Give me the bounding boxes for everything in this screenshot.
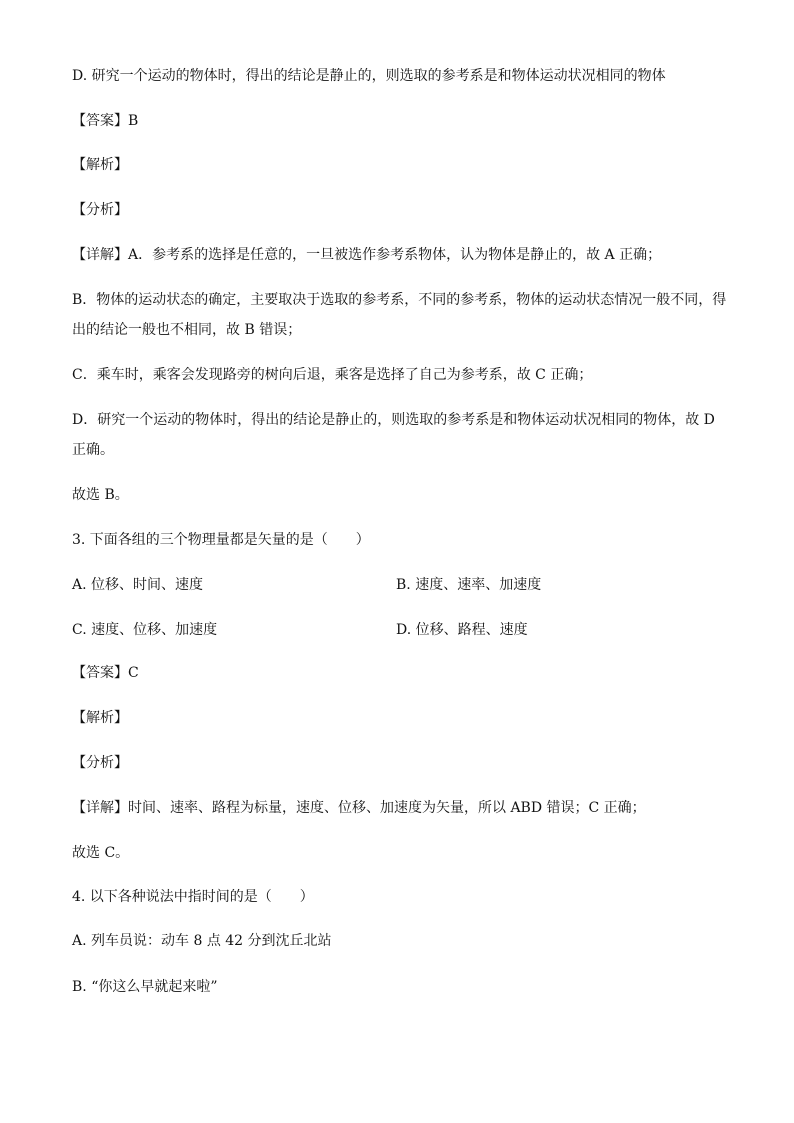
q3-stem: 3. 下面各组的三个物理量都是矢量的是（ ） (72, 532, 370, 548)
q2-fenxi-heading: 【分析】 (72, 202, 128, 218)
q2-answer: 【答案】B (72, 113, 139, 129)
q2-detail-a: 【详解】A．参考系的选择是任意的，一旦被选作参考系物体，认为物体是静止的，故 A 正确； (72, 247, 662, 263)
q2-choose: 故选 B。 (72, 487, 129, 503)
q2-detail-c: C．乘车时，乘客会发现路旁的树向后退，乘客是选择了自己为参考系，故 C 正确； (72, 367, 593, 383)
q2-detail-b-line2: 出的结论一般也不相同，故 B 错误； (72, 322, 302, 338)
q4-option-a: A. 列车员说：动车 8 点 42 分到沈丘北站 (72, 933, 332, 949)
q2-detail-d-line2: 正确。 (72, 442, 114, 458)
q3-analysis-heading: 【解析】 (72, 710, 128, 726)
q3-fenxi-heading: 【分析】 (72, 755, 128, 771)
q2-analysis-heading: 【解析】 (72, 157, 128, 173)
q3-detail: 【详解】时间、速率、路程为标量，速度、位移、加速度为矢量，所以 ABD 错误；C 正确； (72, 800, 646, 816)
q4-stem: 4. 以下各种说法中指时间的是（ ） (72, 889, 314, 905)
q3-answer: 【答案】C (72, 665, 139, 681)
q3-option-d: D. 位移、路程、速度 (396, 622, 528, 638)
q3-option-b: B. 速度、速率、加速度 (396, 577, 542, 593)
q2-detail-d-line1: D．研究一个运动的物体时，得出的结论是静止的，则选取的参考系是和物体运动状况相同的物体，故 D (72, 412, 715, 428)
q3-option-c: C. 速度、位移、加速度 (72, 622, 218, 638)
q2-option-d: D. 研究一个运动的物体时，得出的结论是静止的，则选取的参考系是和物体运动状况相同的物体 (72, 68, 666, 84)
q3-option-a: A. 位移、时间、速度 (72, 577, 204, 593)
q3-choose: 故选 C。 (72, 845, 130, 861)
q2-detail-b-line1: B．物体的运动状态的确定，主要取决于选取的参考系，不同的参考系，物体的运动状态情况一般不同，得 (72, 292, 727, 308)
q4-option-b: B. “你这么早就起来啦” (72, 979, 218, 995)
